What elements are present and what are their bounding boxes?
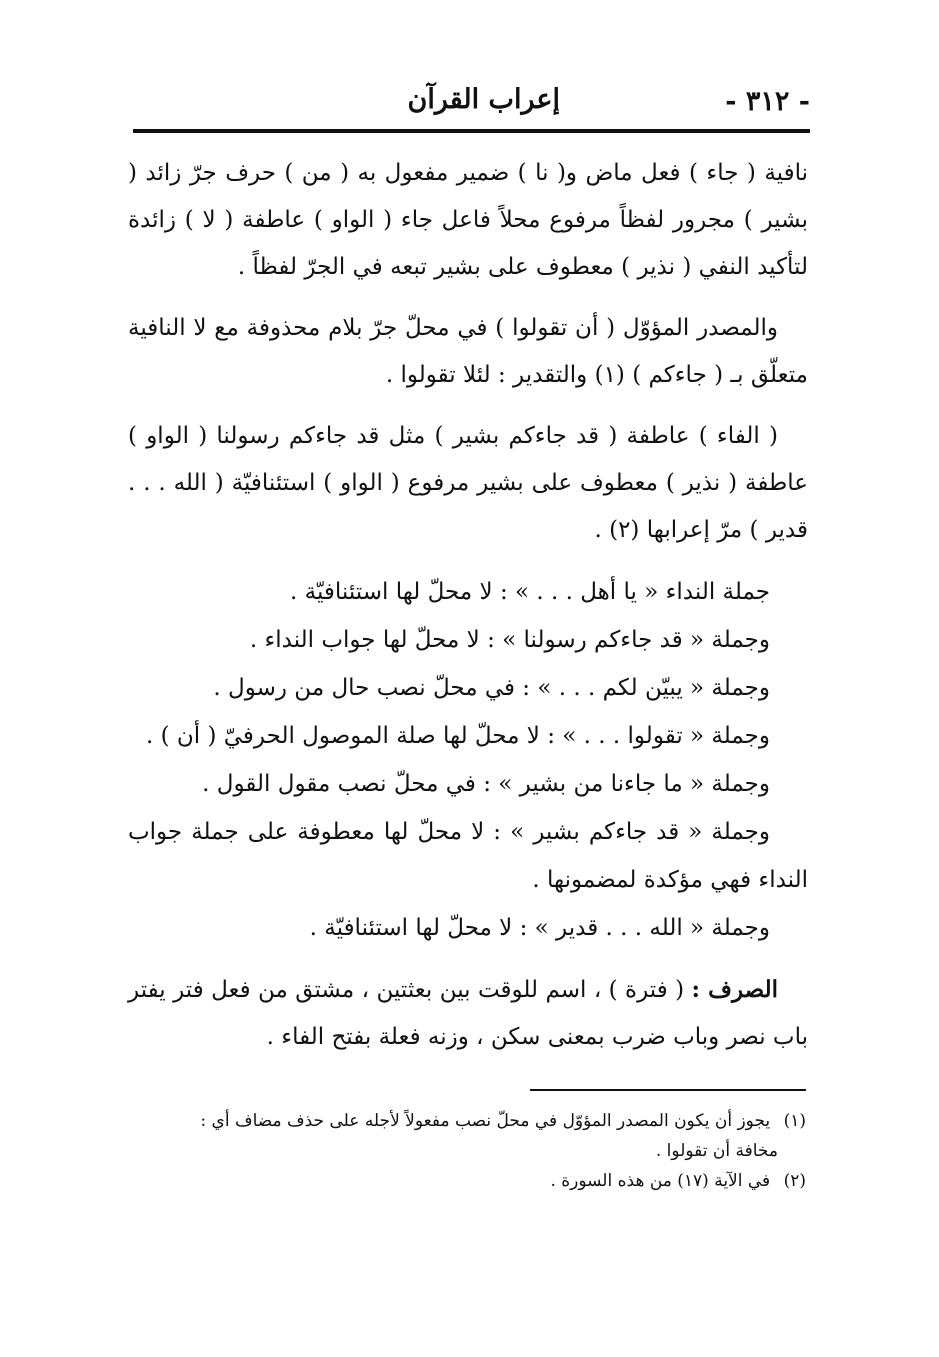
sentence-item: وجملة « الله . . . قدير » : لا محلّ لها استئنافيّة . — [309, 915, 770, 941]
page-number: - ٣١٢ - — [725, 86, 810, 117]
sentence-analysis-list — [128, 568, 808, 952]
footnote-number: (١) — [783, 1111, 806, 1131]
sentence-item: وجملة « ما جاءنا من بشير » : في محلّ نصب مقول القول . — [202, 771, 770, 797]
footnote-text: في الآية (١٧) من هذه السورة . — [550, 1171, 771, 1191]
sentence-item: وجملة « تقولوا . . . » : لا محلّ لها صلة الموصول الحرفيّ ( أن ) . — [145, 723, 770, 749]
sentence-item: جملة النداء « يا أهل . . . » : لا محلّ لها استئنافيّة . — [290, 579, 770, 605]
footnote-text: يجوز أن يكون المصدر المؤوّل في محلّ نصب مفعولاً لأجله على حذف مضاف أي : — [200, 1111, 771, 1131]
footnotes — [160, 1106, 806, 1196]
book-title: إعراب القرآن — [407, 84, 560, 115]
header-rule — [133, 129, 810, 133]
running-head — [130, 82, 810, 126]
sarf-label: الصرف : — [691, 976, 779, 1003]
paragraph-irab-1: نافية ( جاء ) فعل ماض و( نا ) ضمير مفعول به ( من ) حرف جرّ زائد ( بشير ) مجرور لفظاً مرفوع محلاً فاعل جاء ( الواو ) عاطفة ( لا ) زائدة لتأكيد النفي ( نذير ) معطوف على بشير تبعه في الجرّ لفظاً . — [128, 160, 808, 280]
sarf-paragraph — [128, 966, 808, 1061]
sentence-item: وجملة « يبيّن لكم . . . » : في محلّ نصب حال من رسول . — [213, 675, 770, 701]
sentence-item: وجملة « قد جاءكم بشير » : لا محلّ لها معطوفة على جملة جواب النداء فهي مؤكدة لمضمونها . — [128, 819, 808, 893]
footnote-number: (٢) — [783, 1171, 806, 1191]
paragraph-irab-2: ( الفاء ) عاطفة ( قد جاءكم بشير ) مثل قد جاءكم رسولنا ( الواو ) عاطفة ( نذير ) معطوف على بشير مرفوع ( الواو ) استئنافيّة ( الله . . . قدير ) مرّ إعرابها (٢) . — [128, 423, 808, 543]
footnote-2 — [160, 1166, 806, 1196]
footnote-1 — [160, 1106, 806, 1136]
paragraph-masdar: والمصدر المؤوّل ( أن تقولوا ) في محلّ جرّ بلام محذوفة مع لا النافية متعلّق بـ ( جاءكم ) (١) والتقدير : لئلا تقولوا . — [128, 315, 808, 388]
sentence-item: وجملة « قد جاءكم رسولنا » : لا محلّ لها جواب النداء . — [249, 627, 770, 653]
main-text — [128, 150, 808, 1075]
footnote-1-continuation: مخافة أن تقولوا . — [655, 1141, 778, 1161]
sarf-text: ( فترة ) ، اسم للوقت بين بعثتين ، مشتق من فعل فتر يفتر باب نصر وباب ضرب بمعنى سكن ، وزنه فعلة بفتح الفاء . — [128, 977, 808, 1050]
footnote-rule — [530, 1089, 806, 1091]
